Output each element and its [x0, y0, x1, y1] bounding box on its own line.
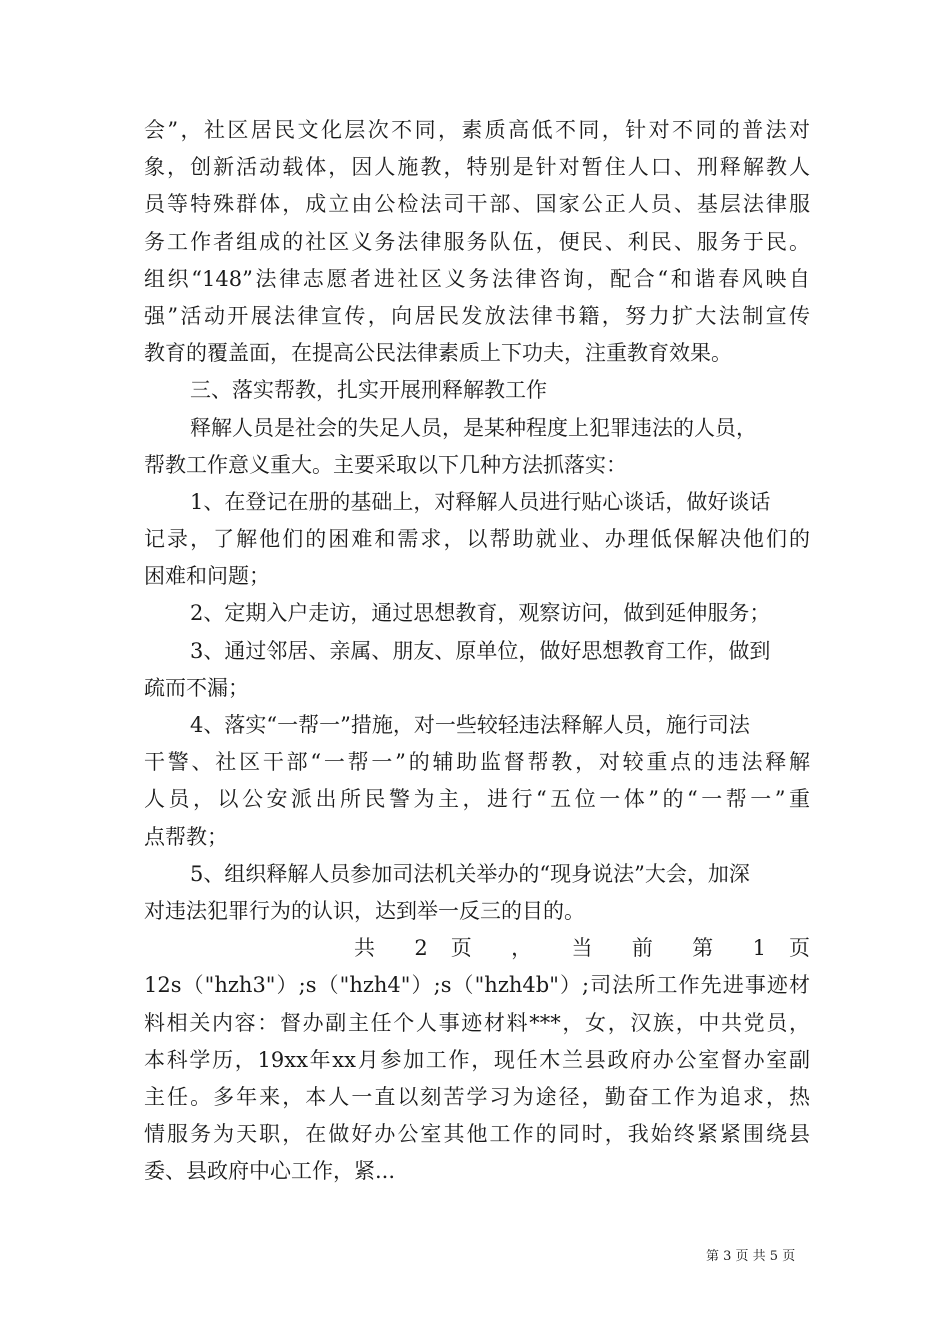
paragraph-line: 12s（"hzh3"）;s（"hzh4"）;s（"hzh4b"）;司法所工作先进事迹材: [144, 973, 810, 998]
paragraph-line: 务工作者组成的社区义务法律服务队伍，便民、利民、服务于民。: [144, 229, 810, 254]
list-item-line: 困难和问题；: [144, 564, 270, 589]
list-item-line: 4、落实“一帮一”措施，对一些较轻违法释解人员，施行司法: [190, 713, 750, 737]
page-count-line: 共 2 页 ， 当 前 第 1 页: [354, 936, 810, 961]
list-item-line: 疏而不漏；: [144, 675, 249, 700]
list-item-line: 3、通过邻居、亲属、朋友、原单位，做好思想教育工作，做到: [190, 638, 771, 663]
list-item-line: 记录，了解他们的困难和需求，以帮助就业、办理低保解决他们的: [144, 527, 810, 552]
list-item-line: 对违法犯罪行为的认识，达到举一反三的目的。: [144, 898, 585, 923]
document-body: [144, 112, 810, 1190]
paragraph-line: 料相关内容：督办副主任个人事迹材料***，女，汉族，中共党员，: [144, 1010, 810, 1035]
paragraph-line: 本科学历，19xx年xx月参加工作，现任木兰县政府办公室督办室副: [144, 1047, 810, 1072]
paragraph-line: 帮教工作意义重大。主要采取以下几种方法抓落实：: [144, 452, 627, 477]
section-heading: 三、落实帮教，扎实开展刑释解教工作: [190, 378, 547, 403]
list-item-line: 5、组织释解人员参加司法机关举办的“现身说法”大会，加深: [190, 861, 750, 886]
list-item-line: 干警、社区干部“一帮一”的辅助监督帮教，对较重点的违法释解: [144, 750, 810, 775]
paragraph-line: 情服务为天职，在做好办公室其他工作的同时，我始终紧紧围绕县: [144, 1122, 810, 1147]
paragraph-line: 委、县政府中心工作，紧...: [144, 1159, 396, 1184]
paragraph-line: 会”，社区居民文化层次不同，素质高低不同，针对不同的普法对: [144, 118, 810, 142]
list-item-line: 点帮教；: [144, 824, 228, 849]
paragraph-line: 员等特殊群体，成立由公检法司干部、国家公正人员、基层法律服: [144, 192, 810, 217]
page-number-footer: 第 3 页 共 5 页: [706, 1249, 796, 1264]
paragraph-line: 释解人员是社会的失足人员，是某种程度上犯罪违法的人员，: [190, 415, 757, 440]
paragraph-line: 强”活动开展法律宣传，向居民发放法律书籍，努力扩大法制宣传: [144, 303, 810, 328]
paragraph-line: 组织“148”法律志愿者进社区义务法律咨询，配合“和谐春风映自: [144, 266, 810, 291]
paragraph-line: 教育的覆盖面，在提高公民法律素质上下功夫，注重教育效果。: [144, 341, 732, 366]
paragraph-line: 主任。多年来，本人一直以刻苦学习为途径，勤奋工作为追求，热: [144, 1084, 810, 1109]
list-item-line: 人员，以公安派出所民警为主，进行“五位一体”的“一帮一”重: [144, 787, 810, 812]
list-item-line: 2、定期入户走访，通过思想教育，观察访问，做到延伸服务；: [190, 601, 771, 626]
list-item-line: 1、在登记在册的基础上，对释解人员进行贴心谈话，做好谈话: [190, 489, 771, 514]
paragraph-line: 象，创新活动载体，因人施教，特别是针对暂住人口、刑释解教人: [144, 155, 810, 180]
